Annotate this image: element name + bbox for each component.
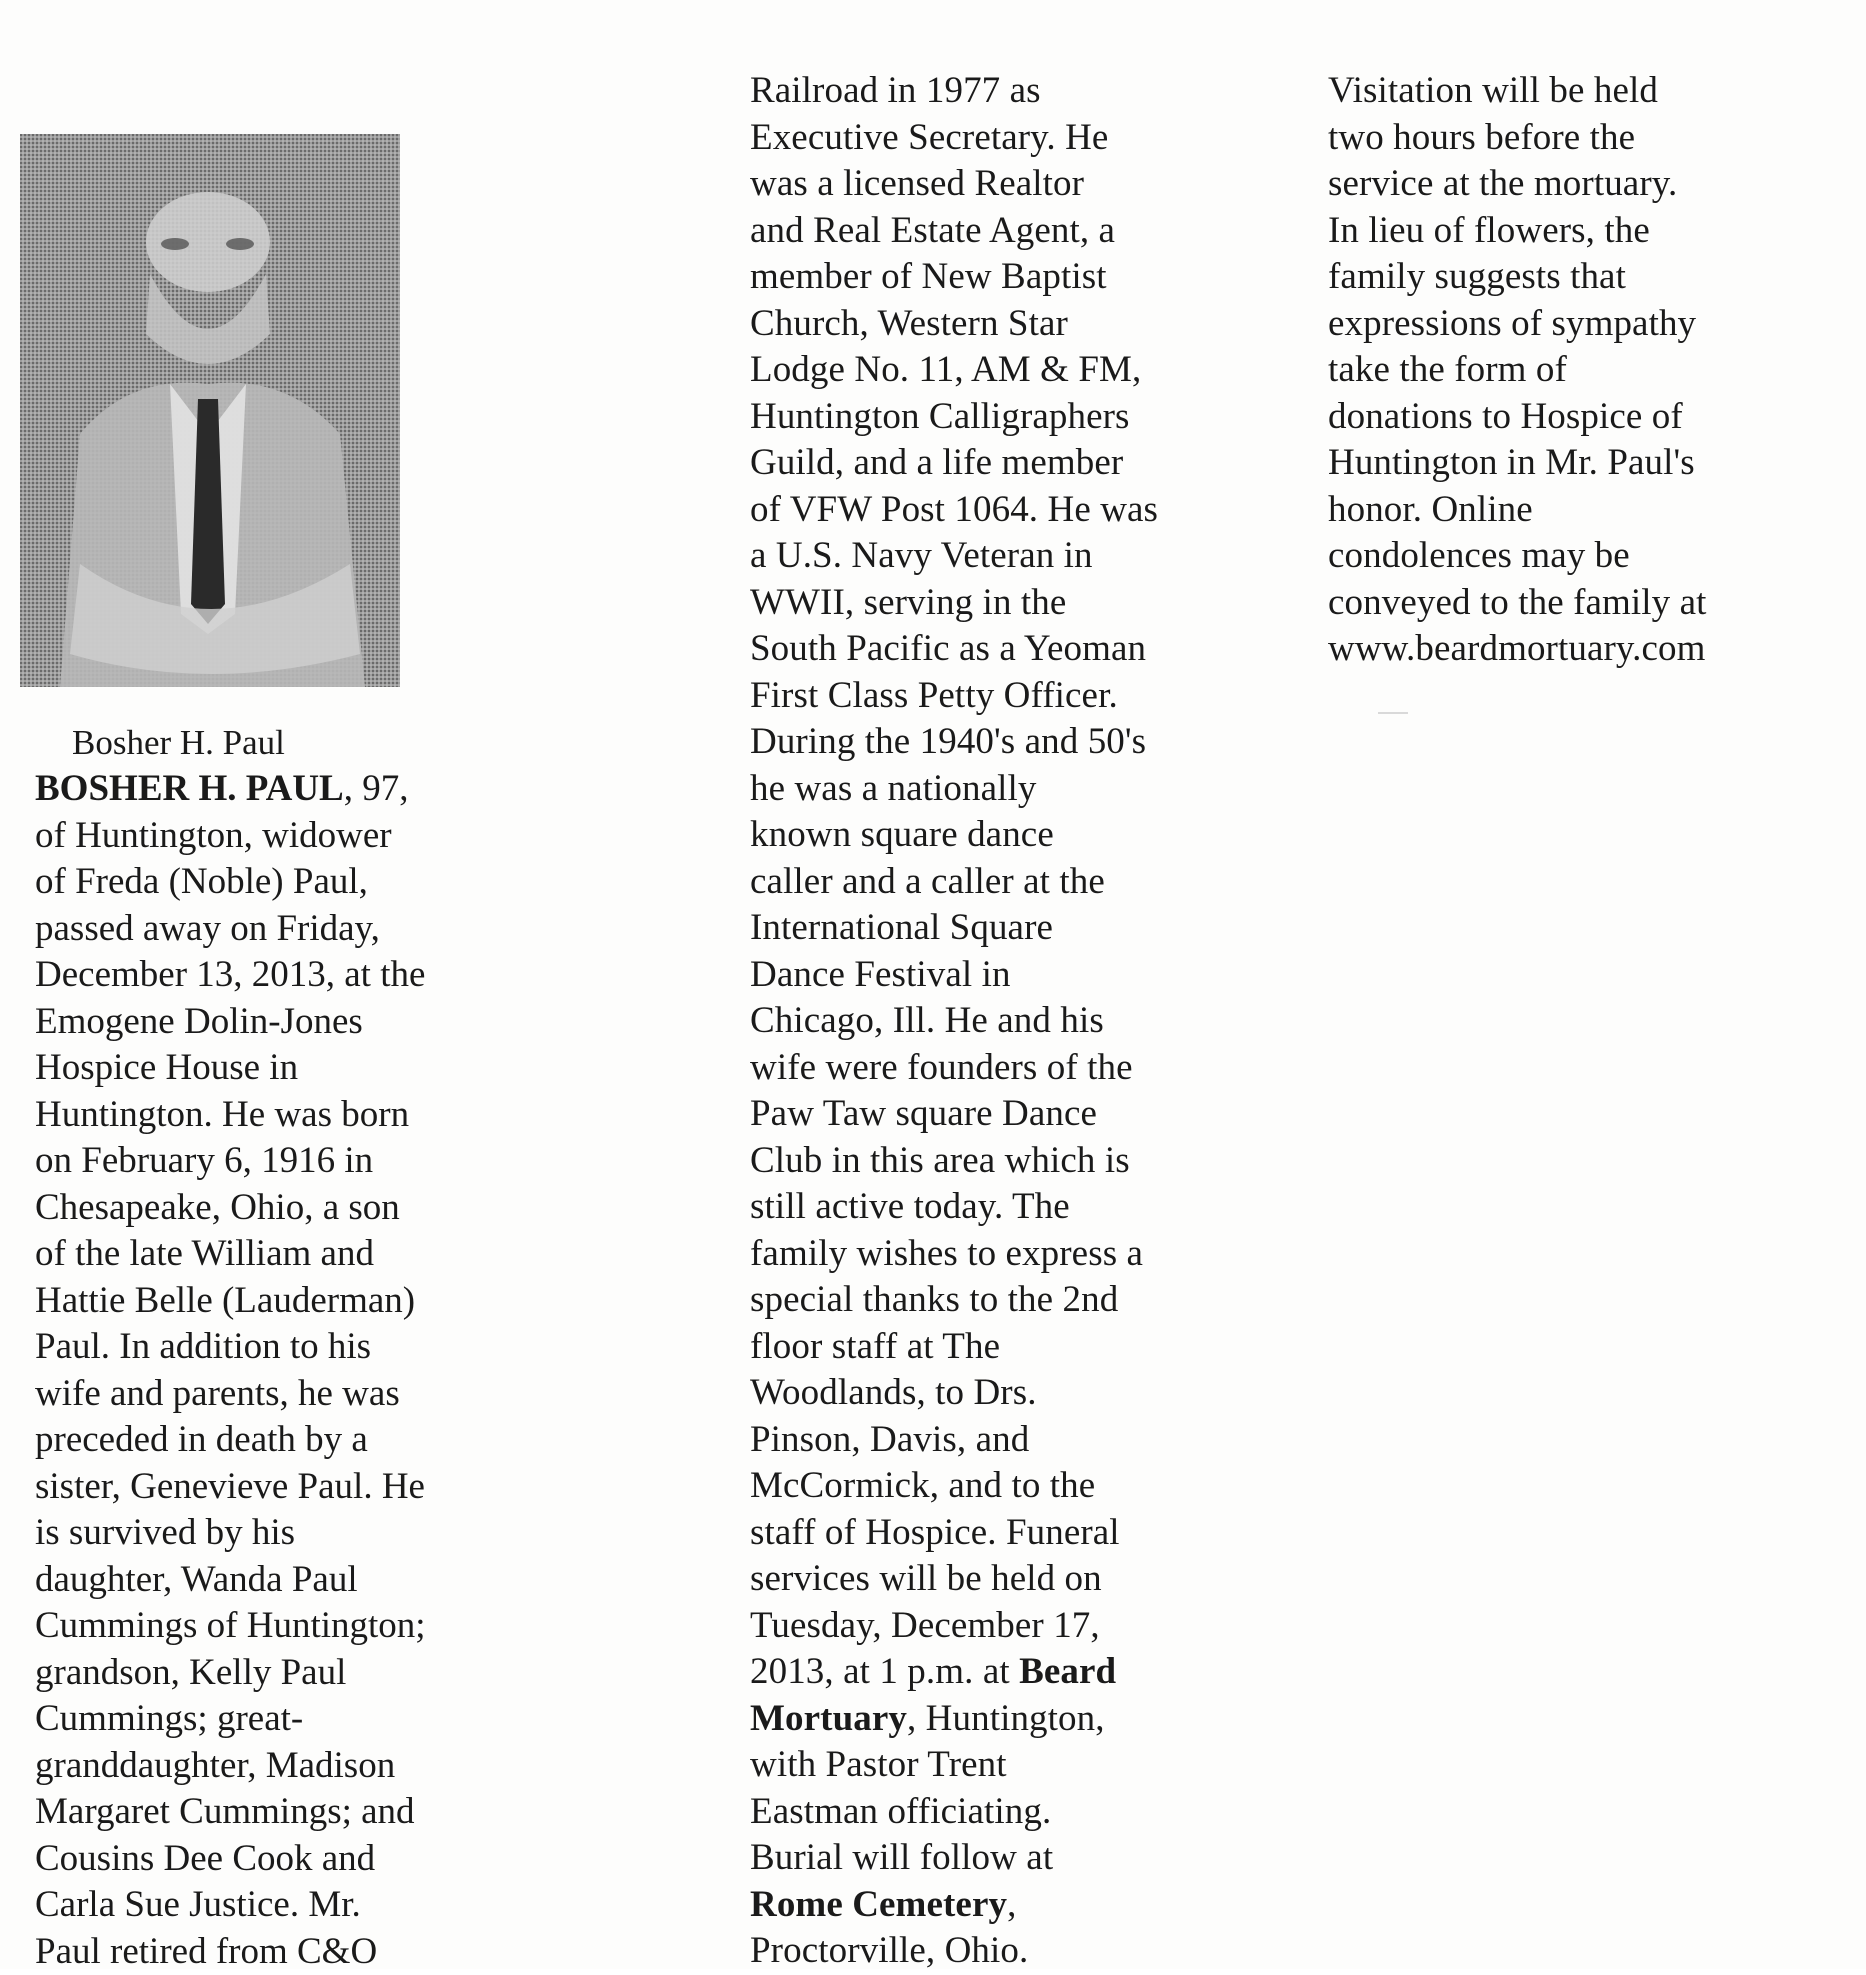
column-2-line: International Square: [750, 905, 1220, 952]
column-1-line: Cummings; great-: [35, 1696, 426, 1743]
column-2-line: of VFW Post 1064. He was: [750, 487, 1220, 534]
column-1-line: of the late William and: [35, 1231, 426, 1278]
column-2-line: with Pastor Trent: [750, 1742, 1220, 1789]
column-1-line: Cousins Dee Cook and: [35, 1836, 426, 1883]
column-3-line: Huntington in Mr. Paul's: [1328, 440, 1808, 487]
column-2-line: caller and a caller at the: [750, 859, 1220, 906]
column-2-line: Lodge No. 11, AM & FM,: [750, 347, 1220, 394]
column-1-line: preceded in death by a: [35, 1417, 426, 1464]
column-3-line: Visitation will be held: [1328, 68, 1808, 115]
column-1-line: on February 6, 1916 in: [35, 1138, 426, 1185]
portrait-photo-icon: [20, 134, 400, 687]
column-2-line: services will be held on: [750, 1556, 1220, 1603]
funeral-home-name-part: Beard: [1019, 1651, 1116, 1692]
column-2-line: special thanks to the 2nd: [750, 1277, 1220, 1324]
column-2-line: Guild, and a life member: [750, 440, 1220, 487]
column-2-line: wife were founders of the: [750, 1045, 1220, 1092]
column-1-line: Hattie Belle (Lauderman): [35, 1278, 426, 1325]
deceased-name: BOSHER H. PAUL: [35, 768, 344, 809]
column-2-line: Eastman officiating.: [750, 1789, 1220, 1836]
column-2-line: McCormick, and to the: [750, 1463, 1220, 1510]
column-2-line: and Real Estate Agent, a: [750, 208, 1220, 255]
column-1-line: daughter, Wanda Paul: [35, 1557, 426, 1604]
scan-speck: [1378, 712, 1408, 714]
column-1-line: Hospice House in: [35, 1045, 426, 1092]
column-2-line: First Class Petty Officer.: [750, 673, 1220, 720]
column-1-line: Huntington. He was born: [35, 1092, 426, 1139]
column-1-line: , 97,: [344, 768, 409, 809]
column-2-line: South Pacific as a Yeoman: [750, 626, 1220, 673]
column-2-line: staff of Hospice. Funeral: [750, 1510, 1220, 1557]
column-1-line: Chesapeake, Ohio, a son: [35, 1185, 426, 1232]
column-1-line: Paul. In addition to his: [35, 1324, 426, 1371]
column-2-line: member of New Baptist: [750, 254, 1220, 301]
column-1-line: Cummings of Huntington;: [35, 1603, 426, 1650]
column-2-line: Dance Festival in: [750, 952, 1220, 999]
column-1-line: of Huntington, widower: [35, 813, 426, 860]
column-3-line: two hours before the: [1328, 115, 1808, 162]
column-2-line-beard: [750, 1649, 1220, 1696]
column-3-line: expressions of sympathy: [1328, 301, 1808, 348]
column-3-line: conveyed to the family at: [1328, 580, 1808, 627]
column-1-line: wife and parents, he was: [35, 1371, 426, 1418]
column-2-line: a U.S. Navy Veteran in: [750, 533, 1220, 580]
column-2-line: Executive Secretary. He: [750, 115, 1220, 162]
column-2-line: Paw Taw square Dance: [750, 1091, 1220, 1138]
column-2-line: Club in this area which is: [750, 1138, 1220, 1185]
funeral-home-name-part: Mortuary: [750, 1698, 907, 1739]
column-2-line: was a licensed Realtor: [750, 161, 1220, 208]
column-1-line: grandson, Kelly Paul: [35, 1650, 426, 1697]
column-3-text: [1328, 68, 1808, 673]
column-2-line: floor staff at The: [750, 1324, 1220, 1371]
column-3-line: condolences may be: [1328, 533, 1808, 580]
column-2-line: Pinson, Davis, and: [750, 1417, 1220, 1464]
column-1-line: of Freda (Noble) Paul,: [35, 859, 426, 906]
column-2-line: Railroad in 1977 as: [750, 68, 1220, 115]
column-2-line: Huntington Calligraphers: [750, 394, 1220, 441]
column-1-text: [35, 766, 426, 1975]
column-2-text: [750, 68, 1220, 1975]
column-2-line: WWII, serving in the: [750, 580, 1220, 627]
column-2-line: Woodlands, to Drs.: [750, 1370, 1220, 1417]
column-2-line: Chicago, Ill. He and his: [750, 998, 1220, 1045]
column-3-line: donations to Hospice of: [1328, 394, 1808, 441]
column-2-line-mortuary: [750, 1696, 1220, 1743]
cemetery-name: Rome Cemetery: [750, 1884, 1007, 1925]
column-3-line: take the form of: [1328, 347, 1808, 394]
column-2-text-run: ,: [1007, 1884, 1016, 1925]
column-3-line: In lieu of flowers, the: [1328, 208, 1808, 255]
column-1-line: Margaret Cummings; and: [35, 1789, 426, 1836]
column-1-line: is survived by his: [35, 1510, 426, 1557]
column-1-line: December 13, 2013, at the: [35, 952, 426, 999]
column-1-line: granddaughter, Madison: [35, 1743, 426, 1790]
column-2-line: During the 1940's and 50's: [750, 719, 1220, 766]
column-2-line: Proctorville, Ohio.: [750, 1928, 1220, 1975]
column-2-line: known square dance: [750, 812, 1220, 859]
column-2-text-run: , Huntington,: [907, 1698, 1105, 1739]
column-3-line: honor. Online: [1328, 487, 1808, 534]
column-2-text-run: 2013, at 1 p.m. at: [750, 1651, 1019, 1692]
column-2-line: Tuesday, December 17,: [750, 1603, 1220, 1650]
column-1-line: Paul retired from C&O: [35, 1929, 426, 1975]
column-2-line: Church, Western Star: [750, 301, 1220, 348]
column-1-line-name: [35, 766, 426, 813]
photo-caption: Bosher H. Paul: [72, 720, 285, 766]
column-1-line: Emogene Dolin-Jones: [35, 999, 426, 1046]
column-1-line: Carla Sue Justice. Mr.: [35, 1882, 426, 1929]
column-2-line: still active today. The: [750, 1184, 1220, 1231]
column-3-line: service at the mortuary.: [1328, 161, 1808, 208]
column-1-line: sister, Genevieve Paul. He: [35, 1464, 426, 1511]
column-2-line-cemetery: [750, 1882, 1220, 1929]
column-3-line: family suggests that: [1328, 254, 1808, 301]
column-2-line: family wishes to express a: [750, 1231, 1220, 1278]
column-2-line: Burial will follow at: [750, 1835, 1220, 1882]
column-1-line: passed away on Friday,: [35, 906, 426, 953]
column-2-line: he was a nationally: [750, 766, 1220, 813]
website-url: www.beardmortuary.com: [1328, 626, 1808, 673]
